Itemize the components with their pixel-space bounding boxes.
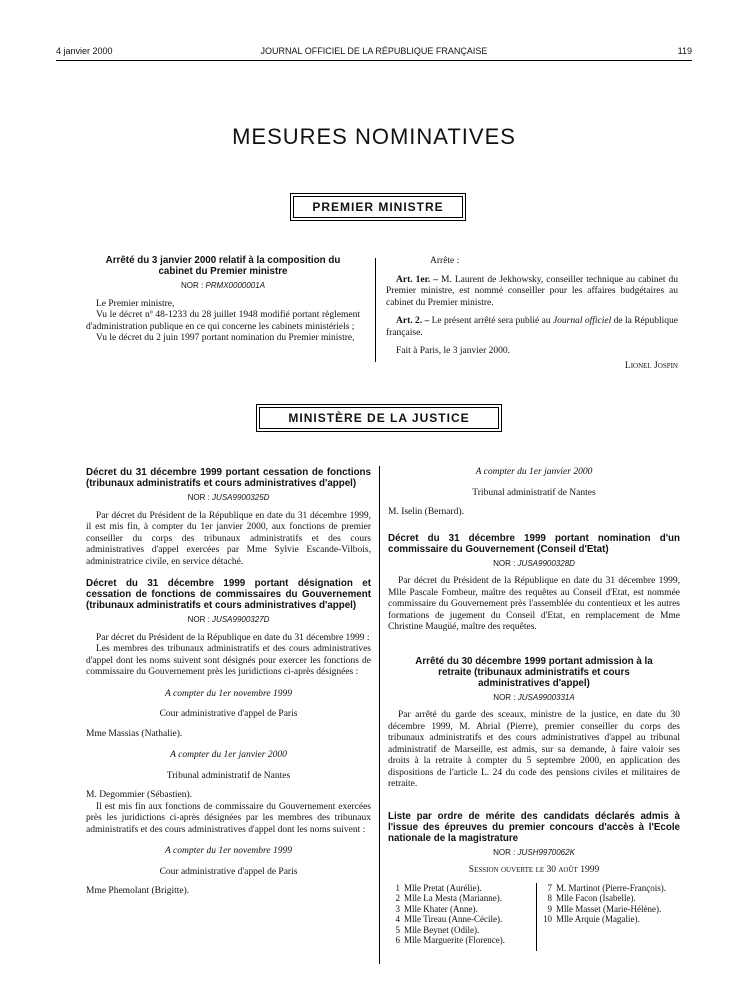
nor-label: NOR : <box>187 493 210 502</box>
candidate-row <box>540 904 680 915</box>
justice-right-column <box>388 467 680 953</box>
nor-code: JUSA9900327D <box>212 615 270 624</box>
pm-heading: Arrêté du 3 janvier 2000 relatif à la composition du cabinet du Premier ministre <box>105 255 341 277</box>
d3-nor <box>388 558 680 570</box>
candidate-name: Mlle Masset (Marie-Hélène). <box>556 903 662 914</box>
header-rule <box>56 60 692 61</box>
d2-s2-court: Tribunal administratif de Nantes <box>166 770 291 781</box>
candidate-row <box>540 914 680 925</box>
nor-code: PRMX0000001A <box>205 281 266 290</box>
section-title: MINISTÈRE DE LA JUSTICE <box>259 407 499 429</box>
section-box-justice <box>256 404 502 432</box>
nor-code: JUSA9900325D <box>212 493 270 502</box>
d4-heading: Arrêté du 30 décembre 1999 portant admission à la retraite (tribunaux administratifs et cours administratives d'appel) <box>415 655 653 689</box>
d4-p1: Par arrêté du garde des sceaux, ministre de la justice, en date du 30 décembre 1999, M. Abrial (Pierre), premier conseiller du corps des tribunaux administratifs et des cours administratives d'appel au tribunal administratif de Marseille, est admis, sur sa demande, à faire valoir ses droits à la retraite à compter du 5 septembre 2000, en application des dispositions de l'article L. 24 du code des pensions civiles et militaires de retraite. <box>388 710 680 789</box>
header-date: 4 janvier 2000 <box>56 46 113 56</box>
candidate-name: Mlle Marguerite (Florence). <box>404 935 506 945</box>
nor-label: NOR : <box>493 692 516 702</box>
nor-label: NOR : <box>180 281 204 290</box>
candidate-row <box>540 883 680 894</box>
pm-art1: M. Laurent de Jekhowsky, conseiller technique au cabinet du Premier ministre, est nommé conseiller pour les affaires budgétaires au cabinet du Premier ministre. <box>386 274 678 308</box>
d2-s3-date: A compter du 1er novembre 1999 <box>165 846 292 856</box>
candidate-rank: 7 <box>547 882 552 893</box>
d3-heading: Décret du 31 décembre 1999 portant nomination d'un commissaire du Gouvernement (Conseil d'Etat) <box>388 532 680 555</box>
d1-heading: Décret du 31 décembre 1999 portant cessation de fonctions (tribunaux administratifs et cours administratives d'appel) <box>86 467 371 489</box>
d3-p1: Par décret du Président de la République en date du 31 décembre 1999, Mlle Pascale Fombeur, maître des requêtes au Conseil d'Etat, est nommée commissaire du Gouvernement près l'assemblée du contentieux et les autres formations de jugement du Conseil d'Etat, en remplacement de Mme Christine Maugüé, maître des requêtes. <box>388 576 680 632</box>
header-journal: JOURNAL OFFICIEL DE LA RÉPUBLIQUE FRANÇAISE <box>260 46 488 56</box>
d2-s2-date: A compter du 1er janvier 2000 <box>170 750 287 760</box>
pm-art2-b: de la République française. <box>386 316 679 338</box>
nor-code: JUSA9900331A <box>517 692 575 702</box>
section-box-premier-ministre <box>290 193 466 221</box>
d2-s3-court: Cour administrative d'appel de Paris <box>159 866 298 877</box>
candidate-name: Mlle Facon (Isabelle). <box>556 893 636 903</box>
candidate-row <box>388 935 533 946</box>
pm-art2-a: Le présent arrêté sera publié au <box>431 316 551 326</box>
candidate-name: Mlle Arquie (Magalie). <box>556 914 640 924</box>
d2-p3: Il est mis fin aux fonctions de commissaire du Gouvernement exercées près les juridictions ci-après désignées par les membres des tribunaux administratifs et des cours administratives d'appel dont les noms suivent : <box>86 801 371 835</box>
pm-art2-journal: Journal officiel <box>552 316 612 326</box>
d5-heading: Liste par ordre de mérite des candidats déclarés admis à l'issue des épreuves du premier concours d'accès à l'Ecole nationale de la magistrature <box>388 810 680 844</box>
candidate-name: Mlle La Mesta (Marianne). <box>404 893 502 903</box>
d2-s4-court: Tribunal administratif de Nantes <box>472 487 596 498</box>
d2-s2-name: M. Degommier (Sébastien). <box>86 790 193 800</box>
pm-fait: Fait à Paris, le 3 janvier 2000. <box>396 346 510 356</box>
candidate-rank: 3 <box>395 903 400 914</box>
d2-heading: Décret du 31 décembre 1999 portant désignation et cessation de fonctions de commissaires du Gouvernement (tribunaux administratifs et cours administratives d'appel) <box>86 578 371 611</box>
d2-s1-court: Cour administrative d'appel de Paris <box>159 709 298 719</box>
justice-left-column <box>86 467 371 898</box>
nor-code: JUSA9900328D <box>517 558 575 568</box>
pm-arrete: Arrête : <box>430 256 460 266</box>
candidate-row <box>388 883 533 894</box>
candidates-right-table <box>540 883 680 925</box>
candidate-rank: 8 <box>547 893 552 903</box>
pm-p1: Le Premier ministre, <box>96 298 175 309</box>
header-page-number: 119 <box>677 46 692 56</box>
nor-code: JUSH9970062K <box>517 847 575 857</box>
candidate-name: Mlle Khater (Anne). <box>404 903 478 914</box>
candidate-rank: 5 <box>395 924 400 935</box>
page-title: MESURES NOMINATIVES <box>232 124 516 149</box>
candidate-row <box>388 925 533 936</box>
d2-nor <box>86 614 371 626</box>
nor-label: NOR : <box>187 615 210 624</box>
section-title: PREMIER MINISTRE <box>293 196 463 218</box>
d2-s3-name: Mme Phemolant (Brigitte). <box>86 886 190 896</box>
nor-label: NOR : <box>493 558 516 568</box>
column-rule <box>379 466 380 964</box>
d2-p1: Par décret du Président de la République en date du 31 décembre 1999 : <box>96 632 370 643</box>
d2-s4-date: A compter du 1er janvier 2000 <box>475 467 593 477</box>
nor-label: NOR : <box>493 847 516 857</box>
candidate-rank: 1 <box>395 882 400 893</box>
candidate-row <box>388 914 533 925</box>
d2-s1-date: A compter du 1er novembre 1999 <box>165 688 292 699</box>
column-rule <box>375 258 376 362</box>
d5-nor <box>388 847 680 859</box>
d5-session: Session ouverte le 30 août 1999 <box>468 865 600 875</box>
pm-left-column <box>86 255 360 345</box>
candidate-rank: 6 <box>395 935 400 945</box>
candidate-name: Mlle Beynet (Odile). <box>404 924 480 935</box>
pm-p3: Vu le décret du 2 juin 1997 portant nomination du Premier ministre, <box>96 333 355 343</box>
candidates-left-table <box>388 883 533 946</box>
candidate-rank: 10 <box>543 914 552 924</box>
pm-nor <box>86 280 360 292</box>
d2-s1-name: Mme Massias (Nathalie). <box>86 728 183 739</box>
d1-nor <box>86 492 371 504</box>
candidate-row <box>388 893 533 904</box>
candidate-name: Mlle Tireau (Anne-Cécile). <box>404 914 503 924</box>
d2-p2: Les membres des tribunaux administratifs et des cours administratives d'appel dont les noms suivent sont désignés pour exercer les fonctions de commissaire du Gouvernement près les juridictions ci-après désignées : <box>86 644 371 677</box>
candidate-row <box>388 904 533 915</box>
d4-nor <box>388 692 680 704</box>
pm-right-column <box>386 256 678 372</box>
candidates-list <box>388 883 680 953</box>
pm-art2-label: Art. 2. – <box>396 316 430 326</box>
list-rule <box>536 883 537 951</box>
d1-p1: Par décret du Président de la République en date du 31 décembre 1999, il est mis fin, à compter du 1er janvier 2000, aux fonctions de premier conseiller du corps des tribunaux administratifs et des cours administratives d'appel exercées par Mme Sylvie Escande-Vilbois, administratrice civile, en service détaché. <box>86 510 371 567</box>
candidate-name: M. Martinot (Pierre-François). <box>556 882 666 893</box>
candidate-rank: 9 <box>547 903 552 914</box>
pm-p2: Vu le décret nº 48-1233 du 28 juillet 1948 modifié portant règlement d'administration publique en ce qui concerne les cabinets ministériels ; <box>86 310 360 332</box>
candidate-row <box>540 893 680 904</box>
candidate-rank: 4 <box>395 914 400 924</box>
d2-s4-name: M. Iselin (Bernard). <box>388 507 464 517</box>
candidate-name: Mlle Pretat (Aurélie). <box>404 882 482 893</box>
candidate-rank: 2 <box>395 893 400 903</box>
pm-signature: Lionel Jospin <box>624 360 678 371</box>
pm-art1-label: Art. 1er. – <box>396 274 439 285</box>
